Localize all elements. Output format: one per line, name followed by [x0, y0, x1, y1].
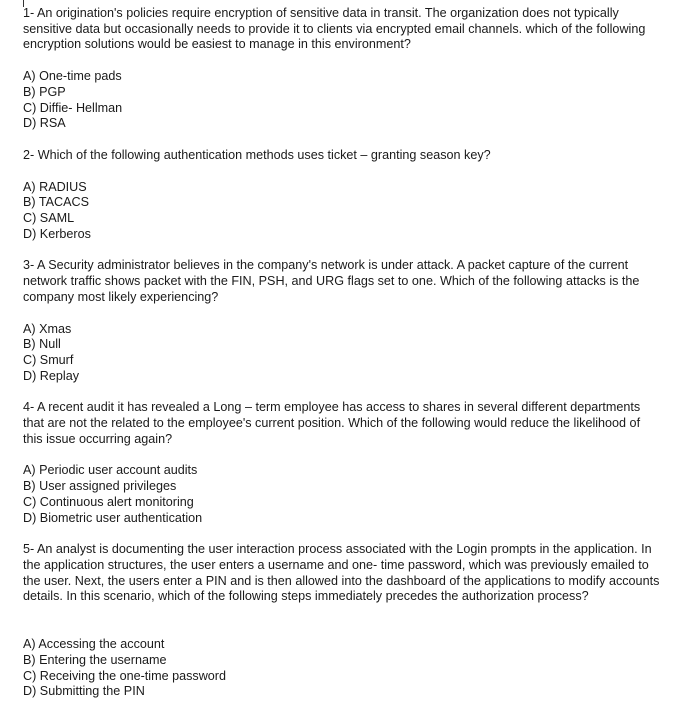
question-4-option-b: B) User assigned privileges	[23, 479, 177, 494]
question-2	[23, 148, 663, 243]
question-3-options	[23, 322, 663, 385]
question-4	[23, 400, 663, 526]
question-4-text: 4- A recent audit it has revealed a Long – term employee has access to shares in several different departments that are not the related to the employee's current position. Which of the following would reduce the likelihood of this issue occurring again?	[23, 400, 641, 446]
question-1-option-a: A) One-time pads	[23, 69, 122, 84]
question-4-option-d: D) Biometric user authentication	[23, 510, 203, 525]
question-2-options	[23, 180, 663, 243]
question-3-option-b: B) Null	[23, 337, 61, 352]
question-2-option-a: A) RADIUS	[23, 179, 87, 194]
question-1-option-d: D) RSA	[23, 116, 66, 131]
question-2-option-d: D) Kerberos	[23, 226, 91, 241]
question-5-option-a: A) Accessing the account	[23, 637, 165, 652]
question-5-option-c: C) Receiving the one-time password	[23, 668, 226, 683]
question-4-option-a: A) Periodic user account audits	[23, 463, 198, 478]
question-5-option-d: D) Submitting the PIN	[23, 684, 145, 699]
question-5	[23, 542, 663, 700]
question-2-option-c: C) SAML	[23, 211, 75, 226]
question-1-option-c: C) Diffie- Hellman	[23, 100, 123, 115]
question-4-options	[23, 463, 663, 526]
question-3-option-a: A) Xmas	[23, 321, 72, 336]
document-body	[23, 6, 663, 700]
question-5-option-b: B) Entering the username	[23, 652, 167, 667]
question-2-text: 2- Which of the following authentication methods uses ticket – granting season key?	[23, 147, 491, 162]
question-5-text: 5- An analyst is documenting the user interaction process associated with the Login prompts in the application. In the application structures, the user enters a username and one- time password, which was previously emailed to the user. Next, the users enter a PIN and is then allowed into the dashboard of the applications to modify accounts details. In this scenario, which of the following steps immediately precedes the authorization process?	[23, 542, 660, 604]
question-1-text: 1- An origination's policies require encryption of sensitive data in transit. The organization does not typically sensitive data but occasionally needs to provide it to clients via encrypted email channels. which of the following encryption solutions would be easiest to manage in this environment?	[23, 6, 646, 52]
question-3-option-d: D) Replay	[23, 368, 79, 383]
question-1-option-b: B) PGP	[23, 84, 66, 99]
question-5-options	[23, 637, 663, 700]
question-1	[23, 6, 663, 132]
question-4-option-c: C) Continuous alert monitoring	[23, 494, 194, 509]
question-3	[23, 258, 663, 384]
question-2-option-b: B) TACACS	[23, 195, 90, 210]
question-3-text: 3- A Security administrator believes in the company's network is under attack. A packet capture of the current network traffic shows packet with the FIN, PSH, and URG flags set to one. Which of the following attacks is the company most likely experiencing?	[23, 258, 640, 304]
question-1-options	[23, 69, 663, 132]
question-3-option-c: C) Smurf	[23, 352, 74, 367]
